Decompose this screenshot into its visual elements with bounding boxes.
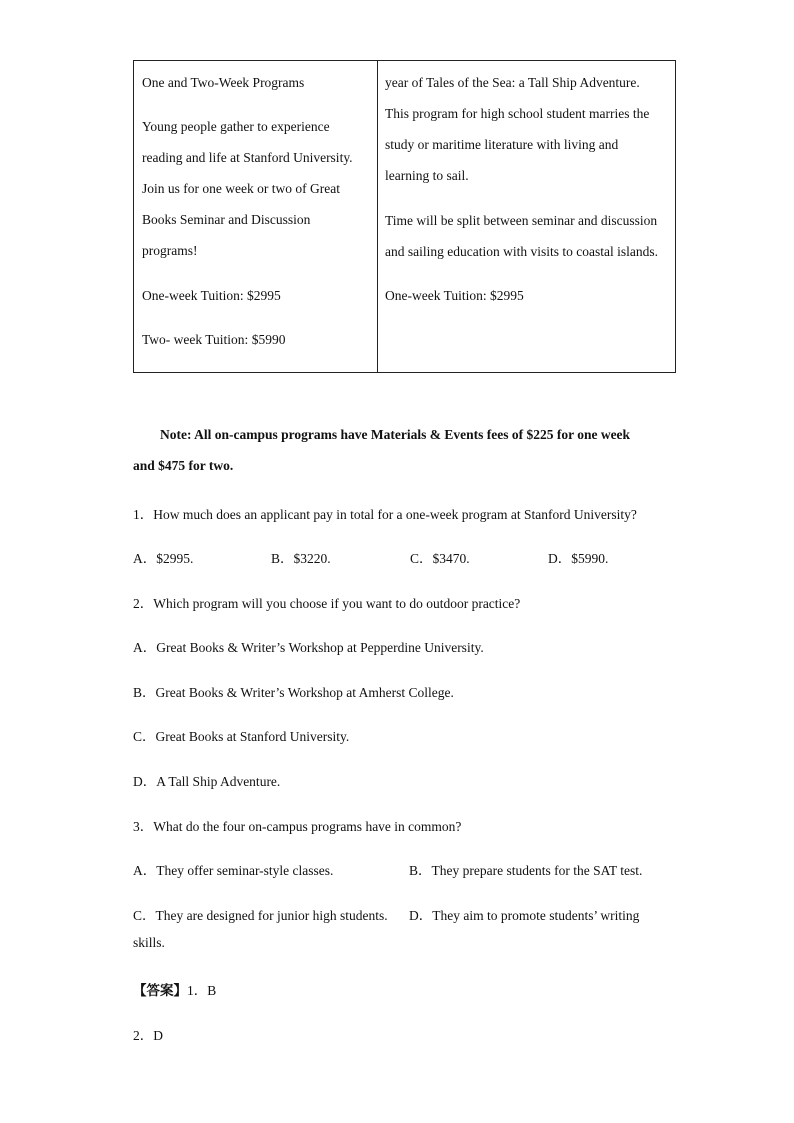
table-column-divider	[377, 61, 378, 372]
right-cell-line: and sailing education with visits to coastal islands.	[385, 244, 658, 259]
left-cell-line: Books Seminar and Discussion	[142, 212, 311, 227]
q3-option-c: C．They are designed for junior high students.	[133, 908, 388, 923]
question-number: 3．	[133, 819, 154, 834]
right-cell-line: year of Tales of the Sea: a Tall Ship Adventure.	[385, 75, 640, 90]
q1-option-b: B．$3220.	[271, 551, 331, 566]
q3-option-d-continued: skills.	[133, 935, 165, 950]
left-cell-line: Join us for one week or two of Great	[142, 181, 340, 196]
q1-option-a: A．$2995.	[133, 551, 194, 566]
question-text: Which program will you choose if you want to do outdoor practice?	[153, 596, 521, 611]
left-cell-tuition-two-week: Two- week Tuition: $5990	[142, 332, 286, 347]
question-3	[133, 815, 461, 835]
q2-option-d: D．A Tall Ship Adventure.	[133, 774, 281, 789]
question-1	[133, 503, 637, 523]
q2-option-c: C．Great Books at Stanford University.	[133, 729, 350, 744]
answer-line-1	[133, 979, 216, 999]
answer-2: 2．D	[133, 1028, 163, 1043]
left-cell-line: reading and life at Stanford University.	[142, 150, 353, 165]
question-text: How much does an applicant pay in total for a one-week program at Stanford University?	[153, 507, 637, 522]
question-number: 1．	[133, 507, 154, 522]
question-text: What do the four on-campus programs have in common?	[153, 819, 462, 834]
right-cell-line: Time will be split between seminar and discussion	[385, 213, 658, 228]
answer-label: 【答案】	[133, 983, 187, 998]
left-cell-line: Young people gather to experience	[142, 119, 330, 134]
program-table	[133, 60, 676, 373]
q3-option-b: B．They prepare students for the SAT test.	[409, 863, 643, 878]
q3-option-a: A．They offer seminar-style classes.	[133, 863, 334, 878]
right-cell-tuition-one-week: One-week Tuition: $2995	[385, 288, 524, 303]
right-cell-line: This program for high school student marries the	[385, 106, 650, 121]
note-line: and $475 for two.	[133, 458, 234, 473]
answer-1: 1．B	[187, 983, 217, 998]
note-line: Note: All on-campus programs have Materials & Events fees of $225 for one week	[160, 427, 631, 442]
left-cell-tuition-one-week: One-week Tuition: $2995	[142, 288, 281, 303]
q3-option-d: D．They aim to promote students’ writing	[409, 908, 640, 923]
question-number: 2．	[133, 596, 154, 611]
right-cell-line: study or maritime literature with living and	[385, 137, 619, 152]
left-cell-title: One and Two-Week Programs	[142, 75, 305, 90]
q1-option-c: C．$3470.	[410, 551, 470, 566]
q1-option-d: D．$5990.	[548, 551, 609, 566]
q2-option-b: B．Great Books & Writer’s Workshop at Amherst College.	[133, 685, 454, 700]
right-cell-line: learning to sail.	[385, 168, 469, 183]
left-cell-line: programs!	[142, 243, 198, 258]
question-2	[133, 592, 520, 612]
q2-option-a: A．Great Books & Writer’s Workshop at Pepperdine University.	[133, 640, 484, 655]
